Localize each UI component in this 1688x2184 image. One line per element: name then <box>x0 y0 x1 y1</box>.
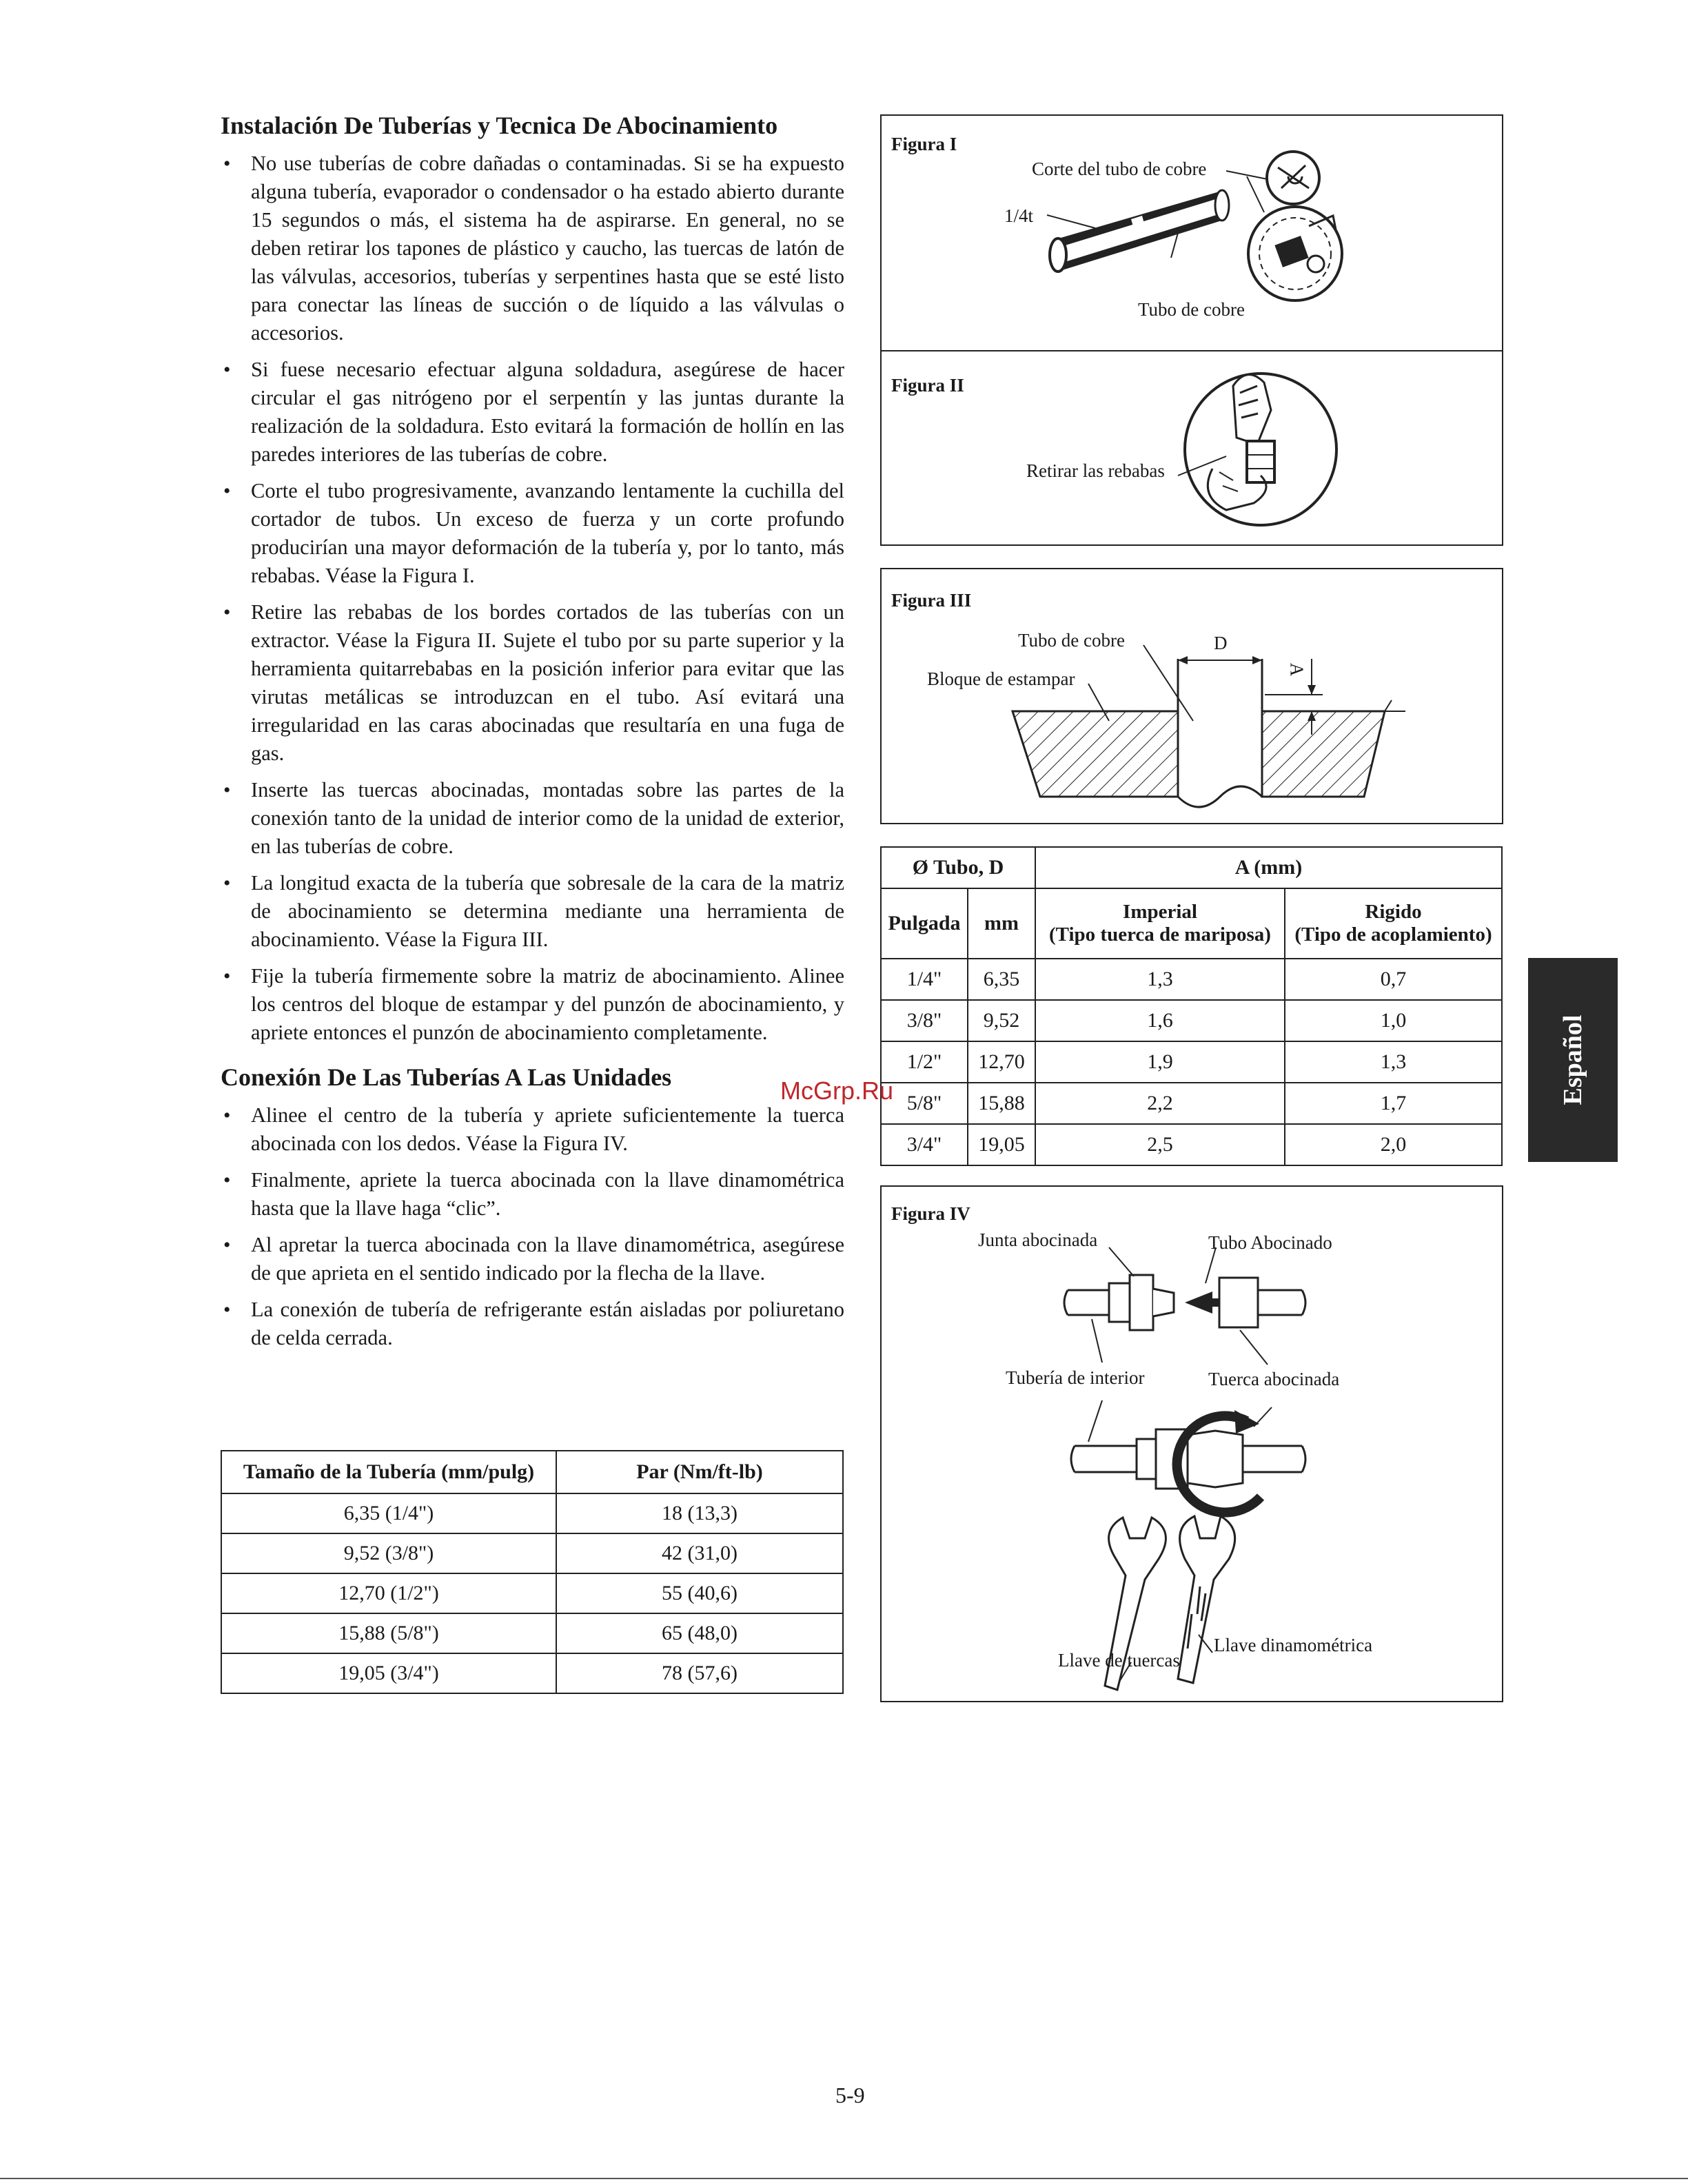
figure-3-label: Figura III <box>891 590 972 611</box>
figure-2-deburr-label: Retirar las rebabas <box>1026 460 1165 481</box>
figure-3-a-label: A <box>1286 662 1308 677</box>
connection-illustration <box>882 1187 1502 1701</box>
figure-1-tube-label: Tubo de cobre <box>1138 299 1245 320</box>
flare-block-illustration <box>882 569 1502 823</box>
table-header-cell <box>1035 888 1285 959</box>
table-cell: 18 (13,3) <box>556 1493 843 1533</box>
table-row <box>881 1124 1502 1165</box>
rigid-heading: Rigido <box>1365 901 1422 923</box>
table-cell: 12,70 (1/2") <box>221 1573 556 1613</box>
list-item: • Si fuese necesario efectuar alguna soldadura, asegúrese de hacer circular el gas nitrógeno por el serpentín y las juntas durante la realización de la soldadura. Esto evitará la formación de hollín en las paredes interiores de las tuberías de cobre. <box>221 356 844 469</box>
figure-4-label: Figura IV <box>891 1203 970 1224</box>
table-cell: 9,52 <box>968 1000 1035 1041</box>
table-cell: 65 (48,0) <box>556 1613 843 1653</box>
deburr-illustration <box>882 351 1502 544</box>
table-header-cell: Ø Tubo, D <box>881 847 1035 888</box>
flare-dimension-table <box>880 846 1503 1166</box>
table-header-cell: Tamaño de la Tubería (mm/pulg) <box>221 1451 556 1493</box>
table-cell: 19,05 <box>968 1124 1035 1165</box>
figure-3-block-label: Bloque de estampar <box>927 669 1075 689</box>
table-cell: 3/8" <box>881 1000 968 1041</box>
table-row <box>221 1653 843 1693</box>
figure-1-quarter-label: 1/4t <box>1004 205 1034 226</box>
figure-1-label: Figura I <box>891 134 957 154</box>
table-header-cell: Pulgada <box>881 888 968 959</box>
table-cell: 15,88 (5/8") <box>221 1613 556 1653</box>
table-row <box>221 1493 843 1533</box>
table-cell: 3/4" <box>881 1124 968 1165</box>
figure-4-flare-nut-label: Tuerca abocinada <box>1208 1369 1340 1389</box>
installation-bullet-list <box>221 150 844 1047</box>
table-header-cell: A (mm) <box>1035 847 1502 888</box>
table-cell: 42 (31,0) <box>556 1533 843 1573</box>
table-cell: 0,7 <box>1285 959 1502 1000</box>
table-cell: 55 (40,6) <box>556 1573 843 1613</box>
table-row <box>221 1573 843 1613</box>
table-cell: 1/2" <box>881 1041 968 1083</box>
table-header-row <box>881 888 1502 959</box>
figure-4-nut-wrench-label: Llave de tuercas <box>1058 1650 1180 1671</box>
imperial-heading: Imperial <box>1123 901 1197 923</box>
table-header-cell: mm <box>968 888 1035 959</box>
table-row <box>881 1000 1502 1041</box>
list-item: • Retire las rebabas de los bordes cortados de las tuberías con un extractor. Véase la Figura II. Sujete el tubo por su parte superior y la herramienta quitarrebabas en la posición inferior para evitar que las virutas metálicas se introduzcan en el tubo. Así evitará una irregularidad en las caras abocinadas que resultaría en una fuga de gas. <box>221 598 844 768</box>
language-tab <box>1528 958 1618 1162</box>
table-cell: 5/8" <box>881 1083 968 1124</box>
list-item: • Al apretar la tuerca abocinada con la llave dinamométrica, asegúrese de que aprieta en el sentido indicado por la flecha de la llave. <box>221 1231 844 1287</box>
page-number: 5-9 <box>835 2083 865 2108</box>
table-cell: 78 (57,6) <box>556 1653 843 1693</box>
table-cell: 1,6 <box>1035 1000 1285 1041</box>
list-item: • Finalmente, apriete la tuerca abocinada con la llave dinamométrica hasta que la llave haga “clic”. <box>221 1166 844 1223</box>
list-item: • Alinee el centro de la tubería y apriete suficientemente la tuerca abocinada con los dedos. Véase la Figura IV. <box>221 1101 844 1158</box>
table-row <box>881 1083 1502 1124</box>
figure-2-label: Figura II <box>891 375 964 396</box>
figure-2-box <box>880 350 1503 546</box>
table-row <box>881 1041 1502 1083</box>
table-cell: 15,88 <box>968 1083 1035 1124</box>
language-tab-label: Español <box>1558 1014 1587 1105</box>
figure-4-flared-joint-label: Junta abocinada <box>978 1229 1098 1250</box>
table-cell: 1,9 <box>1035 1041 1285 1083</box>
connection-bullet-list <box>221 1101 844 1352</box>
rigid-subheading: (Tipo de acoplamiento) <box>1294 923 1492 946</box>
figure-3-tube-label: Tubo de cobre <box>1018 630 1125 651</box>
figure-4-indoor-pipe-label: Tubería de interior <box>1006 1367 1145 1388</box>
table-cell: 2,5 <box>1035 1124 1285 1165</box>
table-cell: 9,52 (3/8") <box>221 1533 556 1573</box>
table-cell: 19,05 (3/4") <box>221 1653 556 1693</box>
list-item: • Corte el tubo progresivamente, avanzando lentamente la cuchilla del cortador de tubos. Un exceso de fuerza y un corte profundo producirían una mayor deformación de la tubería y, por lo tanto, más rebabas. Véase la Figura I. <box>221 477 844 590</box>
imperial-subheading: (Tipo tuerca de mariposa) <box>1049 923 1271 946</box>
table-cell: 6,35 <box>968 959 1035 1000</box>
list-item: • La longitud exacta de la tubería que sobresale de la cara de la matriz de abocinamiento se determina mediante una herramienta de abocinamiento. Véase la Figura III. <box>221 869 844 954</box>
figure-4-torque-wrench-label: Llave dinamométrica <box>1214 1635 1373 1655</box>
table-cell: 2,0 <box>1285 1124 1502 1165</box>
section-title-installation: Instalación De Tuberías y Tecnica De Abocinamiento <box>221 112 778 139</box>
list-item: • No use tuberías de cobre dañadas o contaminadas. Si se ha expuesto alguna tubería, evaporador o condensador o ha estado abierto durante 15 segundos o más, el sistema ha de aspirarse. En general, no se deben retirar los tapones de plástico y caucho, las tuercas de latón de las válvulas, accesorios, tuberías y serpentines hasta que se esté listo para conectar las líneas de succión o de líquido a las válvulas o accesorios. <box>221 150 844 347</box>
table-row <box>221 1613 843 1653</box>
table-cell: 1,3 <box>1285 1041 1502 1083</box>
figure-1-cut-label: Corte del tubo de cobre <box>1032 159 1207 179</box>
watermark: McGrp.Ru <box>780 1076 894 1105</box>
figure-4-flared-tube-label: Tubo Abocinado <box>1208 1232 1332 1253</box>
torque-table <box>221 1450 844 1694</box>
table-cell: 2,2 <box>1035 1083 1285 1124</box>
table-cell: 1,0 <box>1285 1000 1502 1041</box>
section-title-connection: Conexión De Las Tuberías A Las Unidades <box>221 1063 672 1091</box>
table-row <box>221 1533 843 1573</box>
table-header-row <box>881 847 1502 888</box>
figure-4-box <box>880 1185 1503 1702</box>
figure-1-box <box>880 114 1503 353</box>
table-header-cell: Par (Nm/ft-lb) <box>556 1451 843 1493</box>
table-row <box>881 959 1502 1000</box>
list-item: • Inserte las tuercas abocinadas, montadas sobre las partes de la conexión tanto de la unidad de interior como de la unidad de exterior, en las tuberías de cobre. <box>221 776 844 861</box>
figure-3-box <box>880 568 1503 824</box>
table-cell: 6,35 (1/4") <box>221 1493 556 1533</box>
table-header-cell <box>1285 888 1502 959</box>
table-cell: 1,7 <box>1285 1083 1502 1124</box>
table-header-row <box>221 1451 843 1493</box>
table-cell: 12,70 <box>968 1041 1035 1083</box>
table-cell: 1/4" <box>881 959 968 1000</box>
bottom-divider <box>0 2178 1688 2179</box>
list-item: • Fije la tubería firmemente sobre la matriz de abocinamiento. Alinee los centros del bloque de estampar y del punzón de abocinamiento, y apriete entonces el punzón de abocinamiento completamente. <box>221 962 844 1047</box>
list-item: • La conexión de tubería de refrigerante están aisladas por poliuretano de celda cerrada. <box>221 1296 844 1352</box>
figure-3-d-label: D <box>1214 633 1228 653</box>
text-column <box>221 110 844 1360</box>
table-cell: 1,3 <box>1035 959 1285 1000</box>
